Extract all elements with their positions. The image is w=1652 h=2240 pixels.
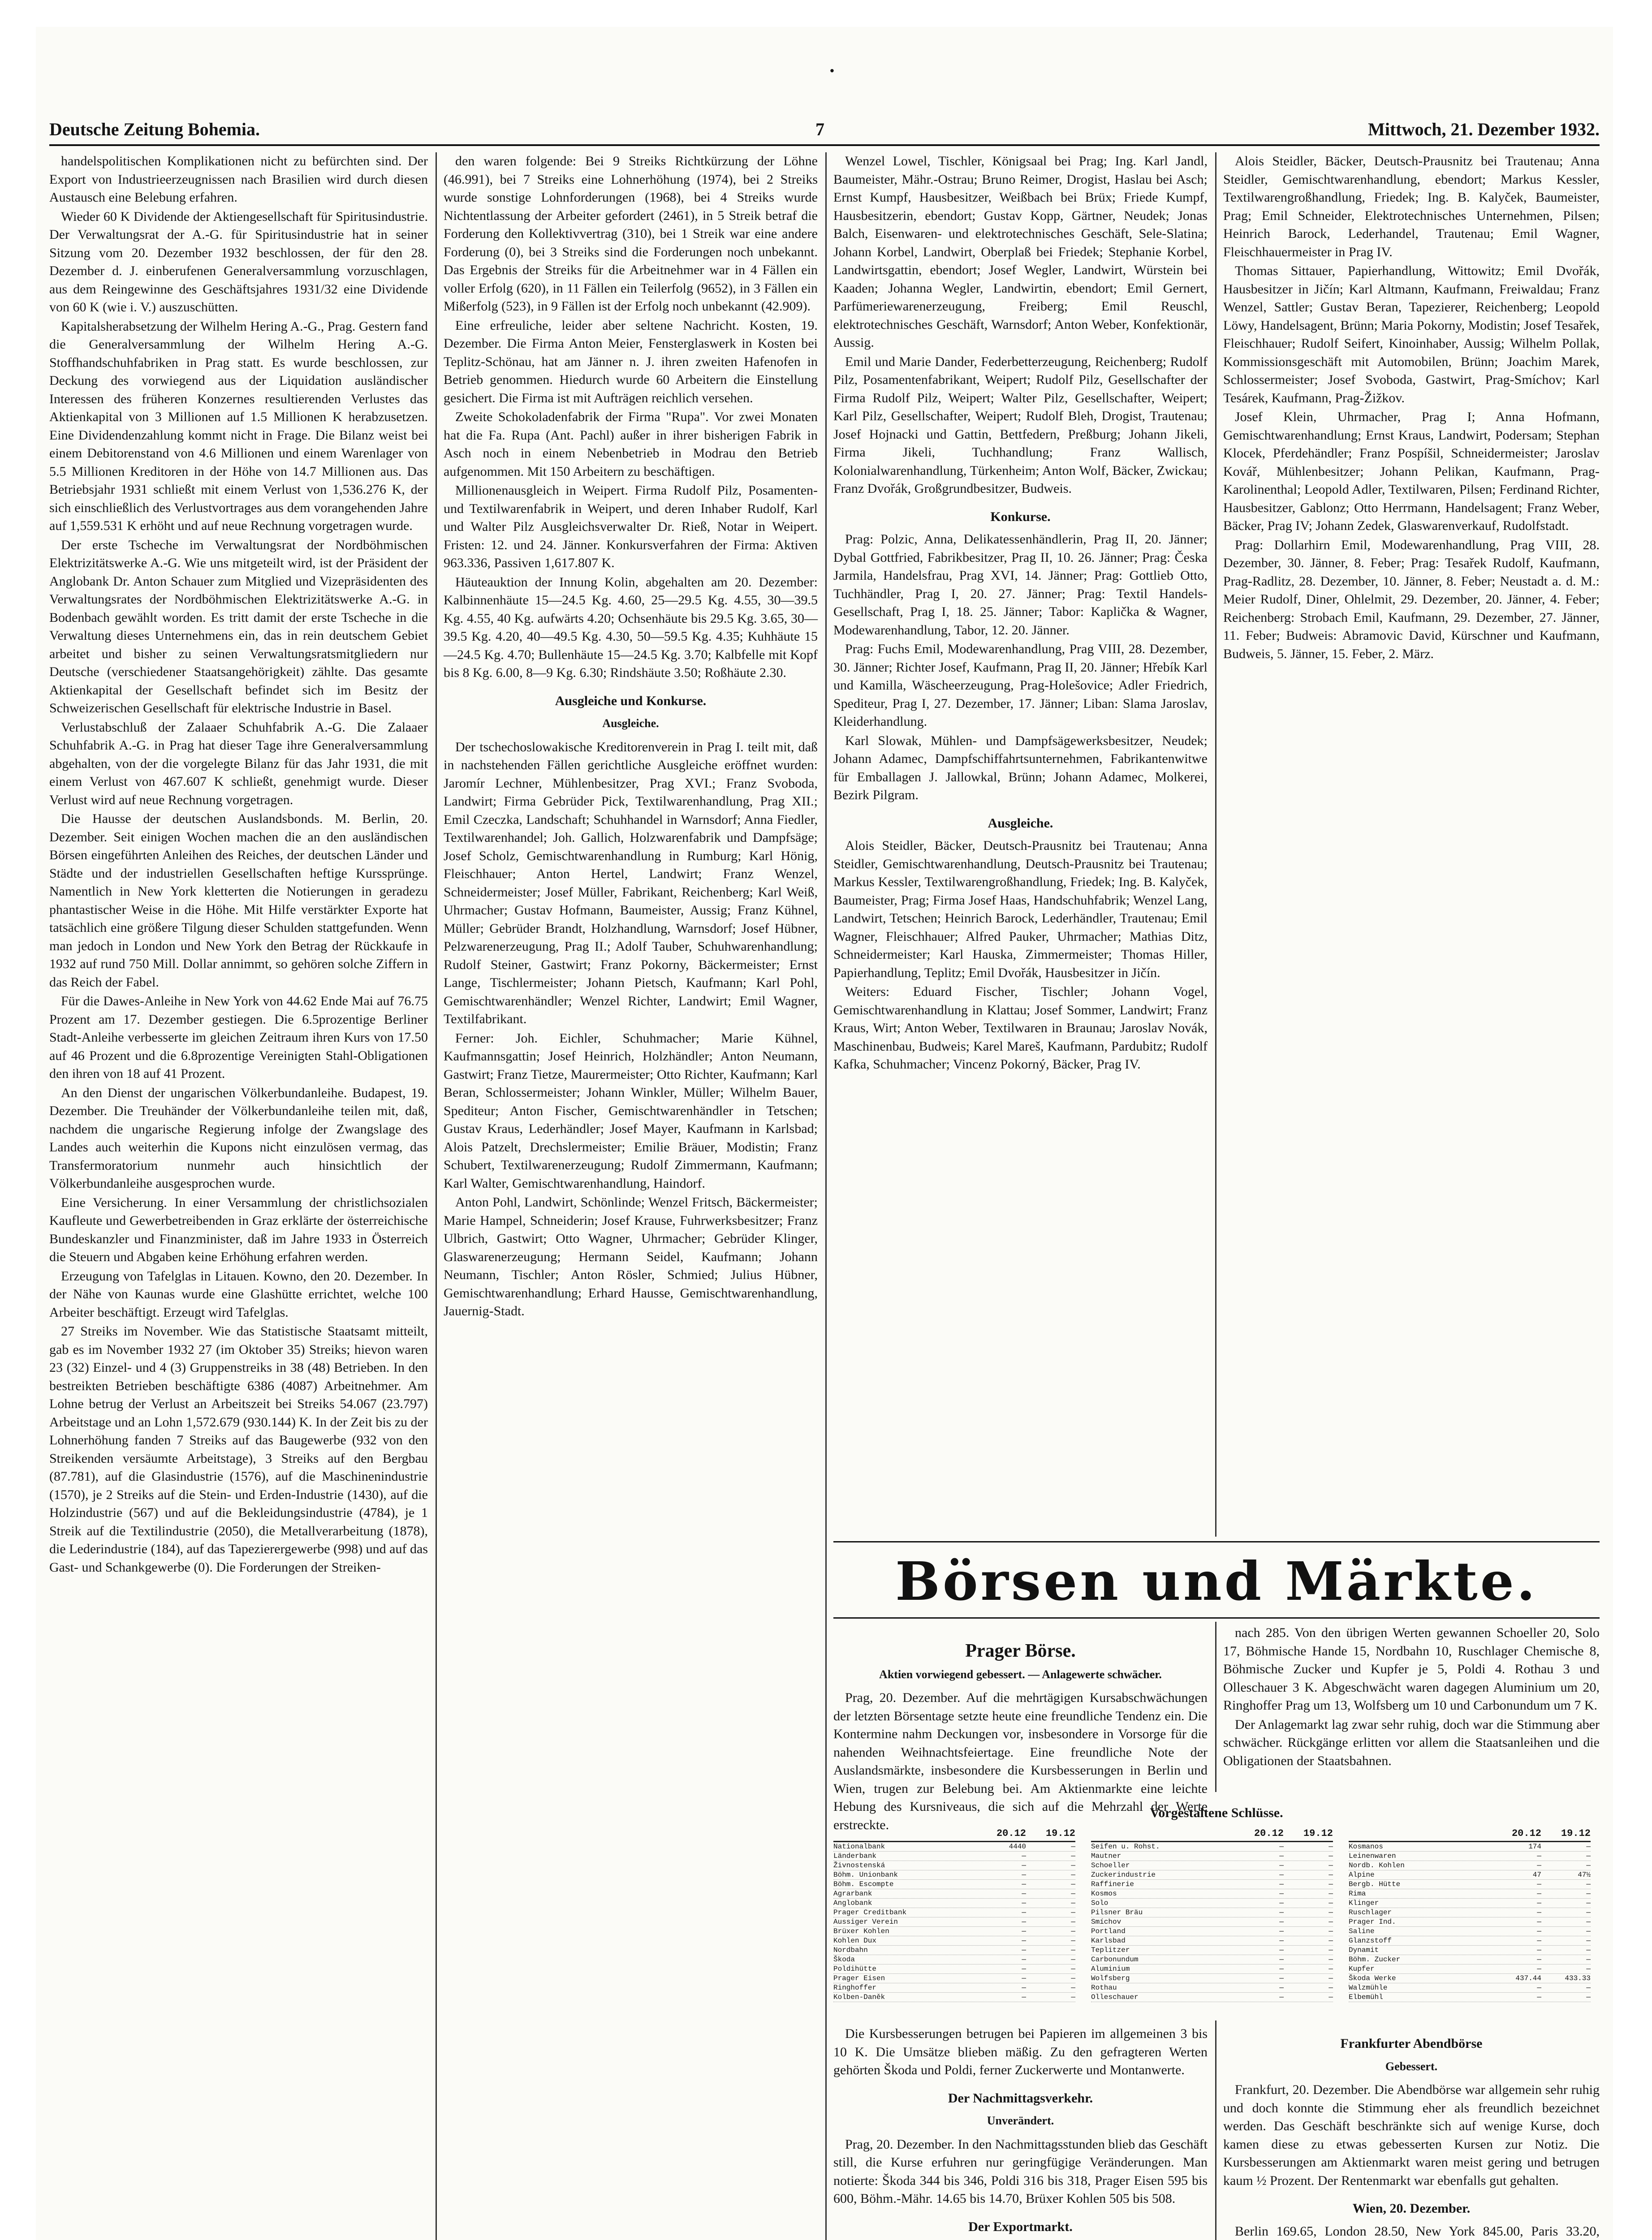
quote-value: — <box>1329 1843 1333 1851</box>
quote-table-title: Vorgestaltene Schlüsse. <box>1150 1805 1283 1820</box>
article-paragraph: Prag, 20. Dezember. In den Nachmittagsstunden blieb das Geschäft still, die Kurse erfuhren nur geringfügige Veränderungen. Man notierte: Škoda 344 bis 346, Poldi 316 bis 318, Prager Eisen 595 bis 600, Böhm.-Mähr. 14.65 bis 14.70, Brüxer Kohlen 505 bis 508. <box>833 2137 1208 2206</box>
quote-value: — <box>1071 1993 1075 2001</box>
quote-table-row <box>1091 1936 1333 1946</box>
article-paragraph: Thomas Sittauer, Papierhandlung, Wittowitz; Emil Dvořák, Hausbesitzer in Jičín; Karl Altmann, Kaufmann, Freiwaldau; Franz Wenzel, Sattler; Gustav Beran, Tapezierer, Reichenberg; Leopold Löwy, Handelsagent, Brünn; Maria Pokorny, Modistin; Josef Tesařek, Fleischhauer; Rudolf Seifert, Kinoinhaber, Aussig; Wilhelm Pollak, Kommissionsgeschäft mit Automobilen, Brünn; Joachim Marek, Schlossermeister; Josef Svoboda, Gastwirt, Prag-Smíchov; Karl Tesárek, Kaufmann, Prag-Žižkov. <box>1223 263 1600 405</box>
column-2 <box>444 152 818 2240</box>
quote-value: — <box>1537 1965 1541 1973</box>
quote-value: — <box>1022 1890 1026 1898</box>
quote-value: — <box>1329 1993 1333 2001</box>
masthead-left: Deutsche Zeitung Bohemia. <box>49 119 260 139</box>
section-heading: Ausgleiche und Konkurse. <box>555 693 707 708</box>
security-name: Nordb. Kohlen <box>1349 1861 1405 1870</box>
quote-value: — <box>1279 1937 1284 1945</box>
article-paragraph: Wieder 60 K Dividende der Aktiengesellschaft für Spiritusindustrie. Der Verwaltungsrat der A.-G. für Spiritusindustrie hat in seiner Sitzung vom 20. Dezember 1932 beschlossen, der für den 28. Dezember d. J. einberufenen Generalversammlung vorzuschlagen, aus dem Reingewinne des Geschäftsjahres 1931/32 eine Dividende von 60 K (wie i. V.) auszuschütten. <box>49 209 428 314</box>
security-name: Kohlen Dux <box>833 1937 877 1945</box>
quote-table-row <box>833 1899 1075 1908</box>
quote-value: 174 <box>1528 1843 1541 1851</box>
quote-value: — <box>1071 1956 1075 1964</box>
quote-value: — <box>1022 1974 1026 1982</box>
security-name: Kupfer <box>1349 1965 1375 1973</box>
quote-table-row <box>1349 1880 1591 1889</box>
security-name: Elbemühl <box>1349 1993 1383 2001</box>
quote-value: 47 <box>1532 1871 1541 1879</box>
quote-value: — <box>1071 1965 1075 1973</box>
security-name: Škoda Werke <box>1349 1974 1396 1982</box>
security-name: Alpine <box>1349 1871 1375 1879</box>
quote-value: — <box>1586 1843 1591 1851</box>
article-paragraph: Prag: Polzic, Anna, Delikatessenhändlerin, Prag II, 20. Jänner; Dybal Gottfried, Fabrikbesitzer, Prag II, 10. 26. Jänner; Prag: Česka Jarmila, Handelsfrau, Prag XVI, 14. Jänner; Prag: Gottlieb Otto, Tuchhändler, Prag I, 20. 27. Jänner; Prag: Textil Handels-Gesellschaft, Prag I, 18. 25. Jänner; Tabor: Kaplička & Wagner, Modewarenhandlung, Tabor, 12. 20. Jänner. <box>833 532 1208 638</box>
quote-value: — <box>1279 1871 1284 1879</box>
quote-table-row <box>1349 1946 1591 1955</box>
security-name: Kolben-Daněk <box>833 1993 885 2001</box>
article-paragraph: handelspolitischen Komplikationen nicht zu befürchten sind. Der Export von Industrieerzeugnissen nach Brasilien wird durch diesen Austausch eine Belebung erfahren. <box>49 154 428 205</box>
quote-value: — <box>1586 1890 1591 1898</box>
security-name: Smíchov <box>1091 1918 1121 1926</box>
quote-value: — <box>1329 1852 1333 1860</box>
quote-value: — <box>1586 1918 1591 1926</box>
quote-table-row <box>1349 1964 1591 1974</box>
quote-table-row <box>1091 1955 1333 1964</box>
security-name: Aluminium <box>1091 1965 1130 1973</box>
quote-value: — <box>1586 1927 1591 1935</box>
quote-value: — <box>1279 1852 1284 1860</box>
security-name: Nordbahn <box>833 1946 868 1954</box>
quote-table-row <box>1349 1852 1591 1861</box>
quote-table-row <box>1349 1917 1591 1927</box>
quote-table-row <box>1091 1870 1333 1880</box>
article-paragraph: Emil und Marie Dander, Federbetterzeugung, Reichenberg; Rudolf Pilz, Posamentenfabrikant, Weipert; Rudolf Pilz, Gesellschafter der Firma Rudolf Pilz, Weipert; Walter Pilz, Gesellschafter, Weipert; Karl Pilz, Gesellschafter, Weipert; Rudolf Bleh, Drogist, Trautenau; Josef Hojnacki und Gattin, Bettfedern, Preßburg; Johann Jikeli, Firma Jikeli, Tuchhandlung; Franz Wallisch, Kolonialwarenhandlung, Türkenheim; Anton Wolf, Bäcker, Zwickau; Franz Dvořák, Großgrundbesitzer, Budweis. <box>833 354 1208 496</box>
quote-table-row <box>833 1955 1075 1964</box>
quote-table-row <box>1091 1842 1333 1852</box>
quote-table-header-cell: 19.12 <box>1303 1828 1333 1839</box>
quote-value: — <box>1537 1918 1541 1926</box>
security-name: Wolfsberg <box>1091 1974 1130 1982</box>
quote-table-column <box>1349 1828 1591 2002</box>
quote-value: — <box>1022 1852 1026 1860</box>
section-rule <box>833 1617 1600 1619</box>
quote-value: — <box>1586 1899 1591 1907</box>
quote-table-row <box>833 1917 1075 1927</box>
quote-table-row <box>1091 1974 1333 1983</box>
quote-table-row <box>1349 1870 1591 1880</box>
section-banner: Börsen und Märkte. <box>895 1550 1538 1612</box>
quote-value: — <box>1071 1890 1075 1898</box>
security-name: Ringhoffer <box>833 1984 877 1992</box>
quote-value: — <box>1586 1956 1591 1964</box>
article-paragraph: Ferner: Joh. Eichler, Schuhmacher; Marie Kühnel, Kaufmannsgattin; Josef Heinrich, Holzhändler; Anton Neumann, Gastwirt; Franz Tietze, Maurermeister; Otto Richter, Kaufmann; Karl Beran, Schlossermeister; Johann Winkler, Müller; Wilhelm Bauer, Spediteur; Anton Fischer, Gemischtwarenhändler in Tetschen; Gustav Kraus, Lederhändler; Josef Mayer, Kaufmann in Karlsbad; Alois Patzelt, Drechslermeister; Emilie Bräuer, Modistin; Franz Schubert, Textilwarenerzeugung; Rudolf Zimmermann, Kaufmann; Karl Walter, Gemischtwarenhandlung, Haindorf. <box>444 1030 818 1191</box>
security-name: Saline <box>1349 1927 1375 1935</box>
quote-table-row <box>1091 1852 1333 1861</box>
quote-value: — <box>1022 1927 1026 1935</box>
security-name: Rima <box>1349 1890 1366 1898</box>
quote-value: — <box>1537 1927 1541 1935</box>
quote-value: — <box>1279 1984 1284 1992</box>
quote-value: — <box>1022 1956 1026 1964</box>
quote-table-row <box>833 1852 1075 1861</box>
quote-value: — <box>1071 1927 1075 1935</box>
quote-value: — <box>1022 1984 1026 1992</box>
quote-value: — <box>1586 1908 1591 1917</box>
quote-value: — <box>1022 1993 1026 2001</box>
section-heading: Der Exportmarkt. <box>968 2219 1073 2234</box>
market-column-c <box>833 2025 1208 2240</box>
quote-table-row <box>1091 1983 1333 1993</box>
quote-value: — <box>1071 1946 1075 1954</box>
section-heading: Der Nachmittagsverkehr. <box>948 2090 1093 2106</box>
security-name: Škoda <box>833 1956 855 1964</box>
quote-table-row <box>833 1842 1075 1852</box>
quote-value: — <box>1537 1908 1541 1917</box>
security-name: Olleschauer <box>1091 1993 1139 2001</box>
quote-table-row <box>1091 1899 1333 1908</box>
article-paragraph: Die Hausse der deutschen Auslandsbonds. M. Berlin, 20. Dezember. Seit einigen Wochen machen die an den ausländischen Börsen eingeführten Anleihen des Reiches, der deutschen Länder und Städte und der industriellen Gesellschaften heftige Kurssprünge. Namentlich in New York kletterten die Notierungen in geradezu phantastischer Weise in die Höhe. Mit Hilfe verstärkter Exporte hat tatsächlich eine größere Tilgung dieser Schulden stattgefunden. Wenn man jedoch in London und New York den Betrag der Rückkaufe in 1932 auf rund 750 Mill. Dollar annimmt, so gehören solche Ziffern in das Reich der Fabel. <box>49 811 428 990</box>
quote-value: — <box>1279 1965 1284 1973</box>
column-divider <box>825 152 827 2240</box>
header-rule <box>49 144 1600 146</box>
quote-value: — <box>1586 1852 1591 1860</box>
article-paragraph: Prag, 20. Dezember. Auf die mehrtägigen Kursabschwächungen der letzten Börsentage setzte heute eine freundliche Tendenz ein. Die Kontermine nahm Deckungen vor, insbesondere in Vorsorge für die nahenden Weihnachtsfeiertage. Eine freundliche Note der Auslandsmärkte, insbesondere die Kursbesserungen in Berlin und Wien, trugen zur Belebung bei. Am Aktienmarkte eine leichte Hebung des Kursniveaus, die sich auf die Mehrzahl der Werte erstreckte. <box>833 1690 1208 1832</box>
section-heading: Konkurse. <box>990 509 1051 524</box>
quote-table-row <box>833 1908 1075 1917</box>
quote-value: — <box>1586 1993 1591 2001</box>
section-heading: Wien, 20. Dezember. <box>1352 2201 1471 2216</box>
security-name: Böhm. Unionbank <box>833 1871 898 1879</box>
quote-table-row <box>1349 1861 1591 1870</box>
quote-table-row <box>1349 1955 1591 1964</box>
quote-value: — <box>1279 1918 1284 1926</box>
quote-value: — <box>1329 1871 1333 1879</box>
quote-value: — <box>1071 1899 1075 1907</box>
quote-table-row <box>1349 1993 1591 2002</box>
quote-value: — <box>1329 1890 1333 1898</box>
security-name: Anglobank <box>833 1899 872 1907</box>
security-name: Böhm. Zucker <box>1349 1956 1401 1964</box>
quote-value: — <box>1329 1965 1333 1973</box>
article-paragraph: Kapitalsherabsetzung der Wilhelm Hering A.-G., Prag. Gestern fand die Generalversammlung der Wilhelm Hering A.-G. Stoffhandschuhfabriken in Prag statt. Es wurde beschlossen, zur Deckung des vorwiegend aus der Liquidation ausländischer Interessen des früheren Konzernes resultierenden Verlustes das Aktienkapital von 3 Millionen auf 1.5 Millionen K herabzusetzen. Eine Dividendenzahlung kommt nicht in Frage. Die Bilanz weist bei einem Debitorenstand von 4.6 Millionen und einem Warenlager von 5.5 Millionen Kreditoren in der Höhe von 14.7 Millionen aus. Das Betriebsjahr 1931 schließt mit einem Verlust von 1,536.276 K, der sich einschließlich des Verlustvortrages aus dem vorangehenden Jahre auf 1,559.531 K erhöht und auf neue Rechnung vorgetragen wurde. <box>49 319 428 533</box>
quote-value: — <box>1279 1880 1284 1888</box>
section-heading: Prager Börse. <box>965 1641 1076 1661</box>
column-divider <box>1215 1622 1216 1792</box>
quote-value: — <box>1537 1852 1541 1860</box>
article-paragraph: Weiters: Eduard Fischer, Tischler; Johann Vogel, Gemischtwarenhandlung in Klattau; Josef Sommer, Landwirt; Franz Kraus, Wirt; Anton Weber, Textilwaren in Braunau; Jaroslav Novák, Maschinenbau, Budweis; Karel Mareš, Kaufmann, Pardubitz; Rudolf Kafka, Schuhmacher; Vincenz Pokorný, Bäcker, Prag IV. <box>833 984 1208 1072</box>
quote-value: — <box>1537 1880 1541 1888</box>
quote-table-row <box>833 1936 1075 1946</box>
quote-value: — <box>1329 1946 1333 1954</box>
quote-table-row <box>833 1880 1075 1889</box>
page-number: 7 <box>815 119 824 139</box>
quote-table-row <box>1091 1908 1333 1917</box>
quote-table-row <box>833 1964 1075 1974</box>
security-name: Portland <box>1091 1927 1126 1935</box>
quote-table-row <box>833 1974 1075 1983</box>
quote-value: — <box>1329 1937 1333 1945</box>
quote-value: — <box>1537 1899 1541 1907</box>
quote-value: — <box>1586 1984 1591 1992</box>
quote-value: — <box>1022 1946 1026 1954</box>
security-name: Kosmos <box>1091 1890 1117 1898</box>
page-header <box>49 119 1600 146</box>
quote-table-row <box>1349 1908 1591 1917</box>
quote-table-row <box>833 1870 1075 1880</box>
quote-table-row <box>833 1983 1075 1993</box>
quote-value: — <box>1279 1974 1284 1982</box>
article-paragraph: den waren folgende: Bei 9 Streiks Richtkürzung der Löhne (46.991), bei 7 Streiks eine Lohnerhöhung (1974), bei 2 Streiks wurde sonstige Lohnforderungen (1968), bei 4 Streiks wurde Nichtentlassung der Arbeiter gefordert (2461), in 5 Streik betraf die Forderung den Kollektivvertrag (310), bei 1 Streik war eine andere Forderung (0), bei 3 Streiks sind die Forderungen noch unbekannt. Das Ergebnis der Streiks für die Arbeitnehmer war in 4 Fällen ein voller Erfolg (620), in 11 Fällen ein Teilerfolg (9652), in 3 Fällen ein Mißerfolg (523), in 9 Fällen ist der Erfolg noch unbekannt (42.909). <box>444 154 818 314</box>
quote-value: — <box>1279 1927 1284 1935</box>
quote-table-header-cell: 20.12 <box>1254 1828 1284 1839</box>
article-paragraph: Der Anlagemarkt lag zwar sehr ruhig, doch war die Stimmung aber schwächer. Rückgänge erlitten vor allem die Staatsanleihen und die Obligationen der Staatsbahnen. <box>1223 1717 1600 1768</box>
security-name: Leinenwaren <box>1349 1852 1396 1860</box>
section-heading: Frankfurter Abendbörse <box>1340 2036 1483 2051</box>
quote-value: — <box>1329 1974 1333 1982</box>
article-paragraph: Für die Dawes-Anleihe in New York von 44.62 Ende Mai auf 76.75 Prozent am 17. Dezember gestiegen. Die 6.5prozentige Berliner Stadt-Anleihe verbesserte im gleichen Zeitraum ihren Kurs von 17.50 auf 46 Prozent und die 6.8prozentige Vereinigten Stahl-Obligationen den ihren von 18 auf 41 Prozent. <box>49 994 428 1081</box>
security-name: Nationalbank <box>833 1843 885 1851</box>
quote-table-row <box>1349 1889 1591 1899</box>
security-name: Länderbank <box>833 1852 877 1860</box>
market-column-b <box>1223 1624 1600 1792</box>
column-1 <box>49 152 428 2240</box>
quote-value: — <box>1329 1880 1333 1888</box>
quote-table-row <box>1091 1993 1333 2002</box>
quote-table-column <box>833 1828 1075 2002</box>
security-name: Prager Ind. <box>1349 1918 1396 1926</box>
quote-value: — <box>1279 1890 1284 1898</box>
security-name: Böhm. Escompte <box>833 1880 894 1888</box>
quote-table-header <box>1091 1828 1333 1842</box>
quote-table-row <box>1091 1927 1333 1936</box>
market-column-a <box>833 1624 1208 1832</box>
security-name: Pilsner Bräu <box>1091 1908 1143 1917</box>
quote-value: — <box>1022 1880 1026 1888</box>
quote-value: — <box>1329 1956 1333 1964</box>
quote-value: — <box>1071 1984 1075 1992</box>
quote-table-row <box>1349 1927 1591 1936</box>
section-subheading: Ausgleiche. <box>602 717 659 730</box>
security-name: Carbonundum <box>1091 1956 1139 1964</box>
column-3 <box>833 152 1208 1537</box>
quote-value: — <box>1537 1861 1541 1870</box>
quote-table-row <box>833 1993 1075 2002</box>
security-name: Aussiger Verein <box>833 1918 898 1926</box>
quote-table-row <box>1091 1861 1333 1870</box>
quote-value: — <box>1329 1899 1333 1907</box>
quote-table-column <box>1091 1828 1333 2002</box>
quote-value: — <box>1071 1852 1075 1860</box>
security-name: Živnostenská <box>833 1861 885 1870</box>
article-paragraph: Alois Steidler, Bäcker, Deutsch-Prausnitz bei Trautenau; Anna Steidler, Gemischtwarenhandlung, ebendort; Markus Kessler, Textilwarengroßhandlung, Friedek; Ing. B. Kalyček, Baumeister, Prag; Emil Schneider, Elektrotechnisches Unternehmen, Pilsen; Heinrich Barock, Lederhandel, Trautenau; Emil Wagner, Fleischhauermeister in Prag IV. <box>1223 154 1600 259</box>
quote-value: — <box>1071 1871 1075 1879</box>
quote-value: — <box>1071 1974 1075 1982</box>
section-rule <box>833 1541 1600 1542</box>
security-name: Karlsbad <box>1091 1937 1126 1945</box>
quote-value: — <box>1537 1890 1541 1898</box>
section-heading: Ausgleiche. <box>988 815 1053 831</box>
quote-table-row <box>1091 1917 1333 1927</box>
article-paragraph: Karl Slowak, Mühlen- und Dampfsägewerksbesitzer, Neudek; Johann Adamec, Dampfschiffahrtsunternehmen, Fabrikantenwitwe für Emballagen J. Jallowkal, Brünn; Johann Adamec, Molkerei, Bezirk Pilgram. <box>833 733 1208 802</box>
quote-value: — <box>1537 1984 1541 1992</box>
article-paragraph: Prag: Dollarhirn Emil, Modewarenhandlung, Prag VIII, 28. Dezember, 30. Jänner, 8. Feber; Prag: Tesařek Rudolf, Kaufmann, Prag-Radlitz, 28. Dezember, 10. Jänner, 8. Feber; Neustadt a. d. M.: Meier Rudolf, Diner, Ohlelmit, 29. Dezember, 20. Jänner, 4. Feber; Reichenberg: Strobach Emil, Kaufmann, 29. Dezember, 27. Jänner, 11. Feber; Budweis: Abramovic David, Kürschner und Kaufmann, Budweis, 5. Jänner, 15. Feber, 2. März. <box>1223 537 1600 661</box>
article-paragraph: Verlustabschluß der Zalaaer Schuhfabrik A.-G. Die Zalaaer Schuhfabrik A.-G. in Prag hat dieser Tage ihre Generalversammlung abgehalten, von der die vorgelegte Bilanz für das Jahr 1931, die mit einem Verlust von 467.607 K schließt, genehmigt wurde. Dieser Verlust wird auf neue Rechnung vorgetragen. <box>49 719 428 807</box>
article-paragraph: Die Kursbesserungen betrugen bei Papieren im allgemeinen 3 bis 10 K. Die Umsätze blieben mäßig. Zu den gefragteren Werten gehörten Škoda und Poldi, ferner Zuckerwerte und Montanwerte. <box>833 2026 1208 2077</box>
quote-value: — <box>1279 1946 1284 1954</box>
security-name: Agrarbank <box>833 1890 872 1898</box>
quote-table-header <box>833 1828 1075 1842</box>
quote-table-row <box>833 1889 1075 1899</box>
article-paragraph: An den Dienst der ungarischen Völkerbundanleihe. Budapest, 19. Dezember. Die Treuhänder der Völkerbundanleihe teilen mit, daß, nachdem die ungarische Regierung infolge der Zwangslage des Landes auch weiterhin die Kupons nicht einzulösen vermag, das Transfermoratorium nunmehr auch hinsichtlich der Völkerbundanleihe ausgesprochen wurde. <box>49 1085 428 1191</box>
article-paragraph: 27 Streiks im November. Wie das Statistische Staatsamt mitteilt, gab es im November 1932 27 (im Oktober 35) Streiks; hievon waren 23 (32) Einzel- und 4 (3) Gruppenstreiks in 38 (48) Betrieben. In den bestreikten Betrieben beschäftigte 6386 (4087) Arbeitnehmer. Am Lohne betrug der Verlust an Arbeitszeit bei Streiks 54.067 (23.797) Arbeitstage und an Lohn 1,572.679 (930.144) K. In der Zeit bis zu der Lohnerhöhung fanden 7 Streiks auf das Baugewerbe (932 von den Streikenden versäumte Arbeitstage), 3 Streiks auf den Bergbau (87.781), auf die Glasindustrie (1576), auf die Maschinenindustrie (1570), je 2 Streiks auf die Stein- und Erden-Industrie (1430), auf die Holzindustrie (567) und auf die Bekleidungsindustrie (4784), je 1 Streik auf die Textilindustrie (2050), die Metallverarbeitung (1878), die Lederindustrie (184), auf das Tapezierergewerbe (998) und auf das Gast- und Schankgewerbe (0). Die Forderungen der Streiken- <box>49 1324 428 1575</box>
quote-value: — <box>1586 1861 1591 1870</box>
quote-value: — <box>1022 1861 1026 1870</box>
article-paragraph: Anton Pohl, Landwirt, Schönlinde; Wenzel Fritsch, Bäckermeister; Marie Hampel, Schneiderin; Josef Krause, Fuhrwerksbesitzer; Franz Ulbrich, Gastwirt; Otto Wagner, Uhrmacher; Gebrüder Klinger, Glaswarenerzeugung; Hermann Seidel, Kaufmann; Johann Neumann, Tischler; Anton Rösler, Schmied; Julius Hübner, Gemischtwarenhandlung; Erhard Hausse, Gemischtwarenhandlung, Jauernig-Stadt. <box>444 1195 818 1318</box>
quote-value: — <box>1022 1908 1026 1917</box>
quote-table-row <box>1091 1946 1333 1955</box>
quote-table-row <box>1091 1880 1333 1889</box>
quote-value: — <box>1329 1908 1333 1917</box>
section-subheading: Unverändert. <box>987 2114 1054 2127</box>
quote-value: — <box>1329 1861 1333 1870</box>
quote-table-header-cell <box>833 1828 977 1839</box>
security-name: Prager Creditbank <box>833 1908 907 1917</box>
column-4 <box>1223 152 1600 1537</box>
quote-value: — <box>1586 1946 1591 1954</box>
security-name: Ruschlager <box>1349 1908 1392 1917</box>
quote-table-row <box>1091 1964 1333 1974</box>
security-name: Zuckerindustrie <box>1091 1871 1156 1879</box>
quote-value: — <box>1279 1843 1284 1851</box>
quote-value: — <box>1022 1871 1026 1879</box>
article-paragraph: Frankfurt, 20. Dezember. Die Abendbörse war allgemein sehr ruhig und doch konnte die Stimmung eher als freundlich bezeichnet werden. Das Geschäft beschränkte sich auf wenige Kurse, doch kamen diese zu etwas gebesserten Kursen zur Notiz. Die Kursbesserungen am Aktienmarkt waren meist gering und betrugen kaum ½ Prozent. Der Rentenmarkt war ebenfalls gut gehalten. <box>1223 2082 1600 2188</box>
quote-value: — <box>1071 1918 1075 1926</box>
column-divider <box>1215 2020 1216 2240</box>
quote-table-header-cell: 20.12 <box>1511 1828 1541 1839</box>
article-paragraph: Eine Versicherung. In einer Versammlung der christlichsozialen Kaufleute und Gewerbetreibenden in Graz erklärte der österreichische Bundeskanzler und Finanzminister, daß im Jahre 1933 in Österreich die Steuern und Abgaben keine Erhöhung erfahren werden. <box>49 1195 428 1264</box>
article-paragraph: Der erste Tscheche im Verwaltungsrat der Nordböhmischen Elektrizitätswerke A.-G. Wie uns mitgeteilt wird, ist der Präsident der Anglobank Dr. Anton Schauer zum Mitglied und Vizepräsidenten des Verwaltungsrates der Nordböhmischen Elektrizitätswerke A.-G. in Bodenbach gewählt worden. Es tritt damit der erste Tscheche in die Verwaltung dieses Unternehmens ein, das in rein deutschem Gebiet arbeitet und bisher zu seinen Verwaltungsratsmitgliedern nur Deutsche (verschiedener Staatsangehörigkeit) zählte. Das gesamte Aktienkapital der Gesellschaft befindet sich im Besitz der Schweizerischen Gesellschaft für elektrische Industrie in Basel. <box>49 537 428 715</box>
quote-value: — <box>1022 1918 1026 1926</box>
security-name: Glanzstoff <box>1349 1937 1392 1945</box>
column-divider <box>1215 152 1216 1537</box>
article-paragraph: Häuteauktion der Innung Kolin, abgehalten am 20. Dezember: Kalbinnenhäute 15—24.5 Kg. 4.60, 25—29.5 Kg. 4.55, 30—39.5 Kg. 4.55, 40 Kg. aufwärts 4.20; Ochsenhäute bis 29.5 Kg. 3.65, 30—39.5 Kg. 4.20, 40—49.5 Kg. 4.30, 50—59.5 Kg. 4.35; Kuhhäute 15—24.5 Kg. 4.70; Bullenhäute 15—24.5 Kg. 3.70; Kalbfelle mit Kopf bis 8 Kg. 6.00, 8—9 Kg. 6.30; Rindshäute 3.50; Roßhäute 2.30. <box>444 574 818 680</box>
security-name: Bergb. Hütte <box>1349 1880 1401 1888</box>
quote-value: — <box>1279 1899 1284 1907</box>
security-name: Poldihütte <box>833 1965 877 1973</box>
section-subheading: Gebessert. <box>1385 2059 1438 2073</box>
quote-table-header-cell: 20.12 <box>996 1828 1026 1839</box>
quote-value: — <box>1071 1880 1075 1888</box>
security-name: Solo <box>1091 1899 1109 1907</box>
security-name: Seifen u. Rohst. <box>1091 1843 1160 1851</box>
quote-value: — <box>1586 1937 1591 1945</box>
quote-value: 437.44 <box>1515 1974 1541 1982</box>
article-paragraph: Der tschechoslowakische Kreditorenverein in Prag I. teilt mit, daß in nachstehenden Fällen gerichtliche Ausgleiche eröffnet wurden: Jaromír Lechner, Mühlenbesitzer, Prag XVI.; Franz Svoboda, Landwirt; Firma Gebrüder Pick, Textilwarenhandlung, Prag XII.; Emil Czeczka, Landschaft; Schuhhandel in Warnsdorf; Anna Fiedler, Textilwarenhandel; Joh. Gallich, Holzwarenfabrik und Dampfsäge; Josef Scholz, Gemischtwarenhandlung in Rumburg; Karl Hönig, Fleischhauer; Anton Hertel, Landwirt; Franz Wenzel, Schneidermeister; Josef Müller, Fabrikant, Reichenberg; Karl Weiß, Uhrmacher; Gustav Hofmann, Baumeister, Aussig; Franz Kühnel, Müller; Gebrüder Brandt, Holzhandlung, Warnsdorf; Josef Hübner, Pelzwarenerzeugung, Prag II.; Adolf Tauber, Schuhwarenhandlung; Rudolf Steiner, Gastwirt; Franz Pokorny, Bäckermeister; Ernst Lange, Tischlermeister; Johann Pietsch, Kaufmann; Karl Pohl, Gemischtwarenhändler; Wenzel Richter, Landwirt; Emil Wagner, Textilfabrikant. <box>444 739 818 1026</box>
quote-value: — <box>1537 1946 1541 1954</box>
security-name: Raffinerie <box>1091 1880 1134 1888</box>
section-subheading: Aktien vorwiegend gebessert. — Anlagewerte schwächer. <box>879 1667 1162 1681</box>
security-name: Schoeller <box>1091 1861 1130 1870</box>
quote-value: — <box>1071 1861 1075 1870</box>
security-name: Rothau <box>1091 1984 1117 1992</box>
quote-value: 4440 <box>1009 1843 1026 1851</box>
article-paragraph: Berlin 169.65, London 28.50, New York 845.00, Paris 33.20, <box>1235 2223 1600 2239</box>
quote-value: — <box>1329 1918 1333 1926</box>
quote-value: — <box>1586 1965 1591 1973</box>
quote-table-row <box>833 1861 1075 1870</box>
quote-table-row <box>833 1927 1075 1936</box>
security-name: Teplitzer <box>1091 1946 1130 1954</box>
security-name: Mautner <box>1091 1852 1121 1860</box>
quote-table-header <box>1349 1828 1591 1842</box>
article-paragraph: Josef Klein, Uhrmacher, Prag I; Anna Hofmann, Gemischtwarenhandlung; Ernst Kraus, Landwirt, Podersam; Stephan Klocek, Pferdehändler; Franz Pospíšil, Schneidermeister; Jaroslav Kovář, Mühlenbesitzer; Johann Pelikan, Kaufmann, Prag-Karolinenthal; Leopold Adler, Textilwaren, Pilsen; Ferdinand Richter, Hausbesitzer, Gablonz; Otto Herrmann, Handelsagent; Franz Weber, Bäcker, Prag IV; Johann Zedek, Glaswarenverkauf, Rudolfstadt. <box>1223 409 1600 533</box>
article-paragraph: Zweite Schokoladenfabrik der Firma "Rupa". Vor zwei Monaten hat die Fa. Rupa (Ant. Pachl) außer in ihrer bisherigen Fabrik in Asch noch in einem Nebenbetrieb in Modrau den Betrieb aufgenommen. Mit 150 Arbeitern zu beschäftigen. <box>444 409 818 479</box>
quote-table-header-cell: 19.12 <box>1561 1828 1591 1839</box>
market-column-d <box>1223 2025 1600 2240</box>
quote-value: 433.33 <box>1565 1974 1591 1982</box>
quote-table-header-cell <box>1349 1828 1492 1839</box>
quote-value: — <box>1537 1937 1541 1945</box>
security-name: Kosmanos <box>1349 1843 1383 1851</box>
quote-value: — <box>1279 1956 1284 1964</box>
article-paragraph: Millionenausgleich in Weipert. Firma Rudolf Pilz, Posamenten- und Textilwarenfabrik in Weipert, und deren Inhaber Rudolf, Karl und Walter Pilz Ausgleichsverwalter Dr. Rieß, Notar in Weipert. Fristen: 12. und 24. Jänner. Konkursverfahren der Firma: Aktiven 963.336, Passiven 1,617.807 K. <box>444 483 818 570</box>
quote-value: — <box>1071 1908 1075 1917</box>
quote-value: — <box>1279 1861 1284 1870</box>
quote-value: — <box>1279 1908 1284 1917</box>
article-paragraph: Erzeugung von Tafelglas in Litauen. Kowno, den 20. Dezember. In der Nähe von Kaunas wurde eine Glashütte errichtet, welche 100 Arbeiter beschäftigt. Erzeugt wird Tafelglas. <box>49 1268 428 1320</box>
quote-table-header-cell: 19.12 <box>1045 1828 1075 1839</box>
quote-value: — <box>1329 1984 1333 1992</box>
masthead-date: Mittwoch, 21. Dezember 1932. <box>1368 119 1600 139</box>
article-paragraph: Alois Steidler, Bäcker, Deutsch-Prausnitz bei Trautenau; Anna Steidler, Gemischtwarenhandlung, Deutsch-Prausnitz bei Trautenau; Markus Kessler, Textilwarengroßhandlung, Friedek; Ing. B. Kalyček, Baumeister, Prag; Firma Josef Haas, Handschuhfabrik; Wenzel Lang, Landwirt, Tetschen; Heinrich Barock, Lederhändler, Trautenau; Emil Wagner, Fleischhauer; Alfred Pauker, Uhrmacher; Mathias Ditz, Schneidermeister; Karl Hauska, Zimmermeister; Thomas Hiller, Papierhandlung, Teplitz; Emil Dvořák, Hausbesitzer in Jičín. <box>833 838 1208 980</box>
article-paragraph: Wenzel Lowel, Tischler, Königsaal bei Prag; Ing. Karl Jandl, Baumeister, Mähr.-Ostrau; Bruno Reimer, Drogist, Haslau bei Asch; Ernst Kumpf, Hausbesitzer, Weißbach bei Brüx; Friede Kumpf, Hausbesitzerin, ebendort; Gustav Kopp, Gärtner, Neudek; Jonas Balch, Eisenwaren- und elektrotechnisches Geschäft, Sele-Slatina; Johann Korbel, Landwirt, Oberplaß bei Friedek; Stephanie Korbel, Landwirtsgattin, ebendort; Josef Wegler, Landwirt, Würstein bei Kaaden; Johanna Wegler, Landwirtin, ebendort; Emil Gernert, Parfümeriewarenerzeugung, Freiberg; Emil Reuschl, elektrotechnisches Geschäft, Warnsdorf; Anton Weber, Konfektionär, Aussig. <box>833 154 1208 350</box>
column-divider <box>436 152 437 2240</box>
quote-value: — <box>1022 1965 1026 1973</box>
security-name: Klinger <box>1349 1899 1379 1907</box>
quote-value: — <box>1537 1956 1541 1964</box>
article-paragraph: nach 285. Von den übrigen Werten gewannen Schoeller 20, Solo 17, Böhmische Hande 15, Nordbahn 10, Ruschlager Chemische 8, Böhmische Zucker und Kupfer je 5, Poldi 4. Rothau 3 und Olleschauer 3 K. Abgeschwächt waren dagegen Aluminium um 20, Ringhoffer Prag um 13, Wolfsberg um 10 und Carbonundum um 7 K. <box>1223 1625 1600 1713</box>
quote-table-row <box>1349 1899 1591 1908</box>
page-marker: · <box>829 60 835 82</box>
security-name: Dynamit <box>1349 1946 1379 1954</box>
quote-value: — <box>1071 1843 1075 1851</box>
quote-table-header-cell <box>1091 1828 1234 1839</box>
quote-value: 47½ <box>1578 1871 1591 1879</box>
security-name: Brüxer Kohlen <box>833 1927 889 1935</box>
quote-value: — <box>1022 1937 1026 1945</box>
security-name: Walzmühle <box>1349 1984 1388 1992</box>
quote-table <box>833 1828 1600 2016</box>
quote-value: — <box>1329 1927 1333 1935</box>
quote-table-row <box>1349 1983 1591 1993</box>
quote-value: — <box>1537 1993 1541 2001</box>
quote-value: — <box>1071 1937 1075 1945</box>
article-paragraph: Eine erfreuliche, leider aber seltene Nachricht. Kosten, 19. Dezember. Die Firma Anton Meier, Fensterglaswerk in Kosten bei Teplitz-Schönau, hat am Jänner n. J. ihren zweiten Hafenofen in Betrieb genommen. Hiedurch wurde 60 Arbeitern die Einstellung gesichert. Die Firma ist mit Aufträgen reichlich versehen. <box>444 318 818 405</box>
quote-table-row <box>1091 1889 1333 1899</box>
quote-table-row <box>1349 1936 1591 1946</box>
quote-table-row <box>1349 1842 1591 1852</box>
security-name: Prager Eisen <box>833 1974 885 1982</box>
quote-table-row <box>833 1946 1075 1955</box>
quote-value: — <box>1279 1993 1284 2001</box>
quote-value: — <box>1586 1880 1591 1888</box>
quote-value: — <box>1022 1899 1026 1907</box>
quote-table-row <box>1349 1974 1591 1983</box>
article-paragraph: Prag: Fuchs Emil, Modewarenhandlung, Prag VIII, 28. Dezember, 30. Jänner; Richter Josef, Kaufmann, Prag II, 20. Jänner; Hřebík Karl und Kamilla, Wäscheerzeugung, Prag-Holešovice; Adler Friedrich, Spediteur, Prag I, 27. Dezember, 17. Jänner; Liban: Slama Jaroslav, Kleiderhandlung. <box>833 642 1208 729</box>
